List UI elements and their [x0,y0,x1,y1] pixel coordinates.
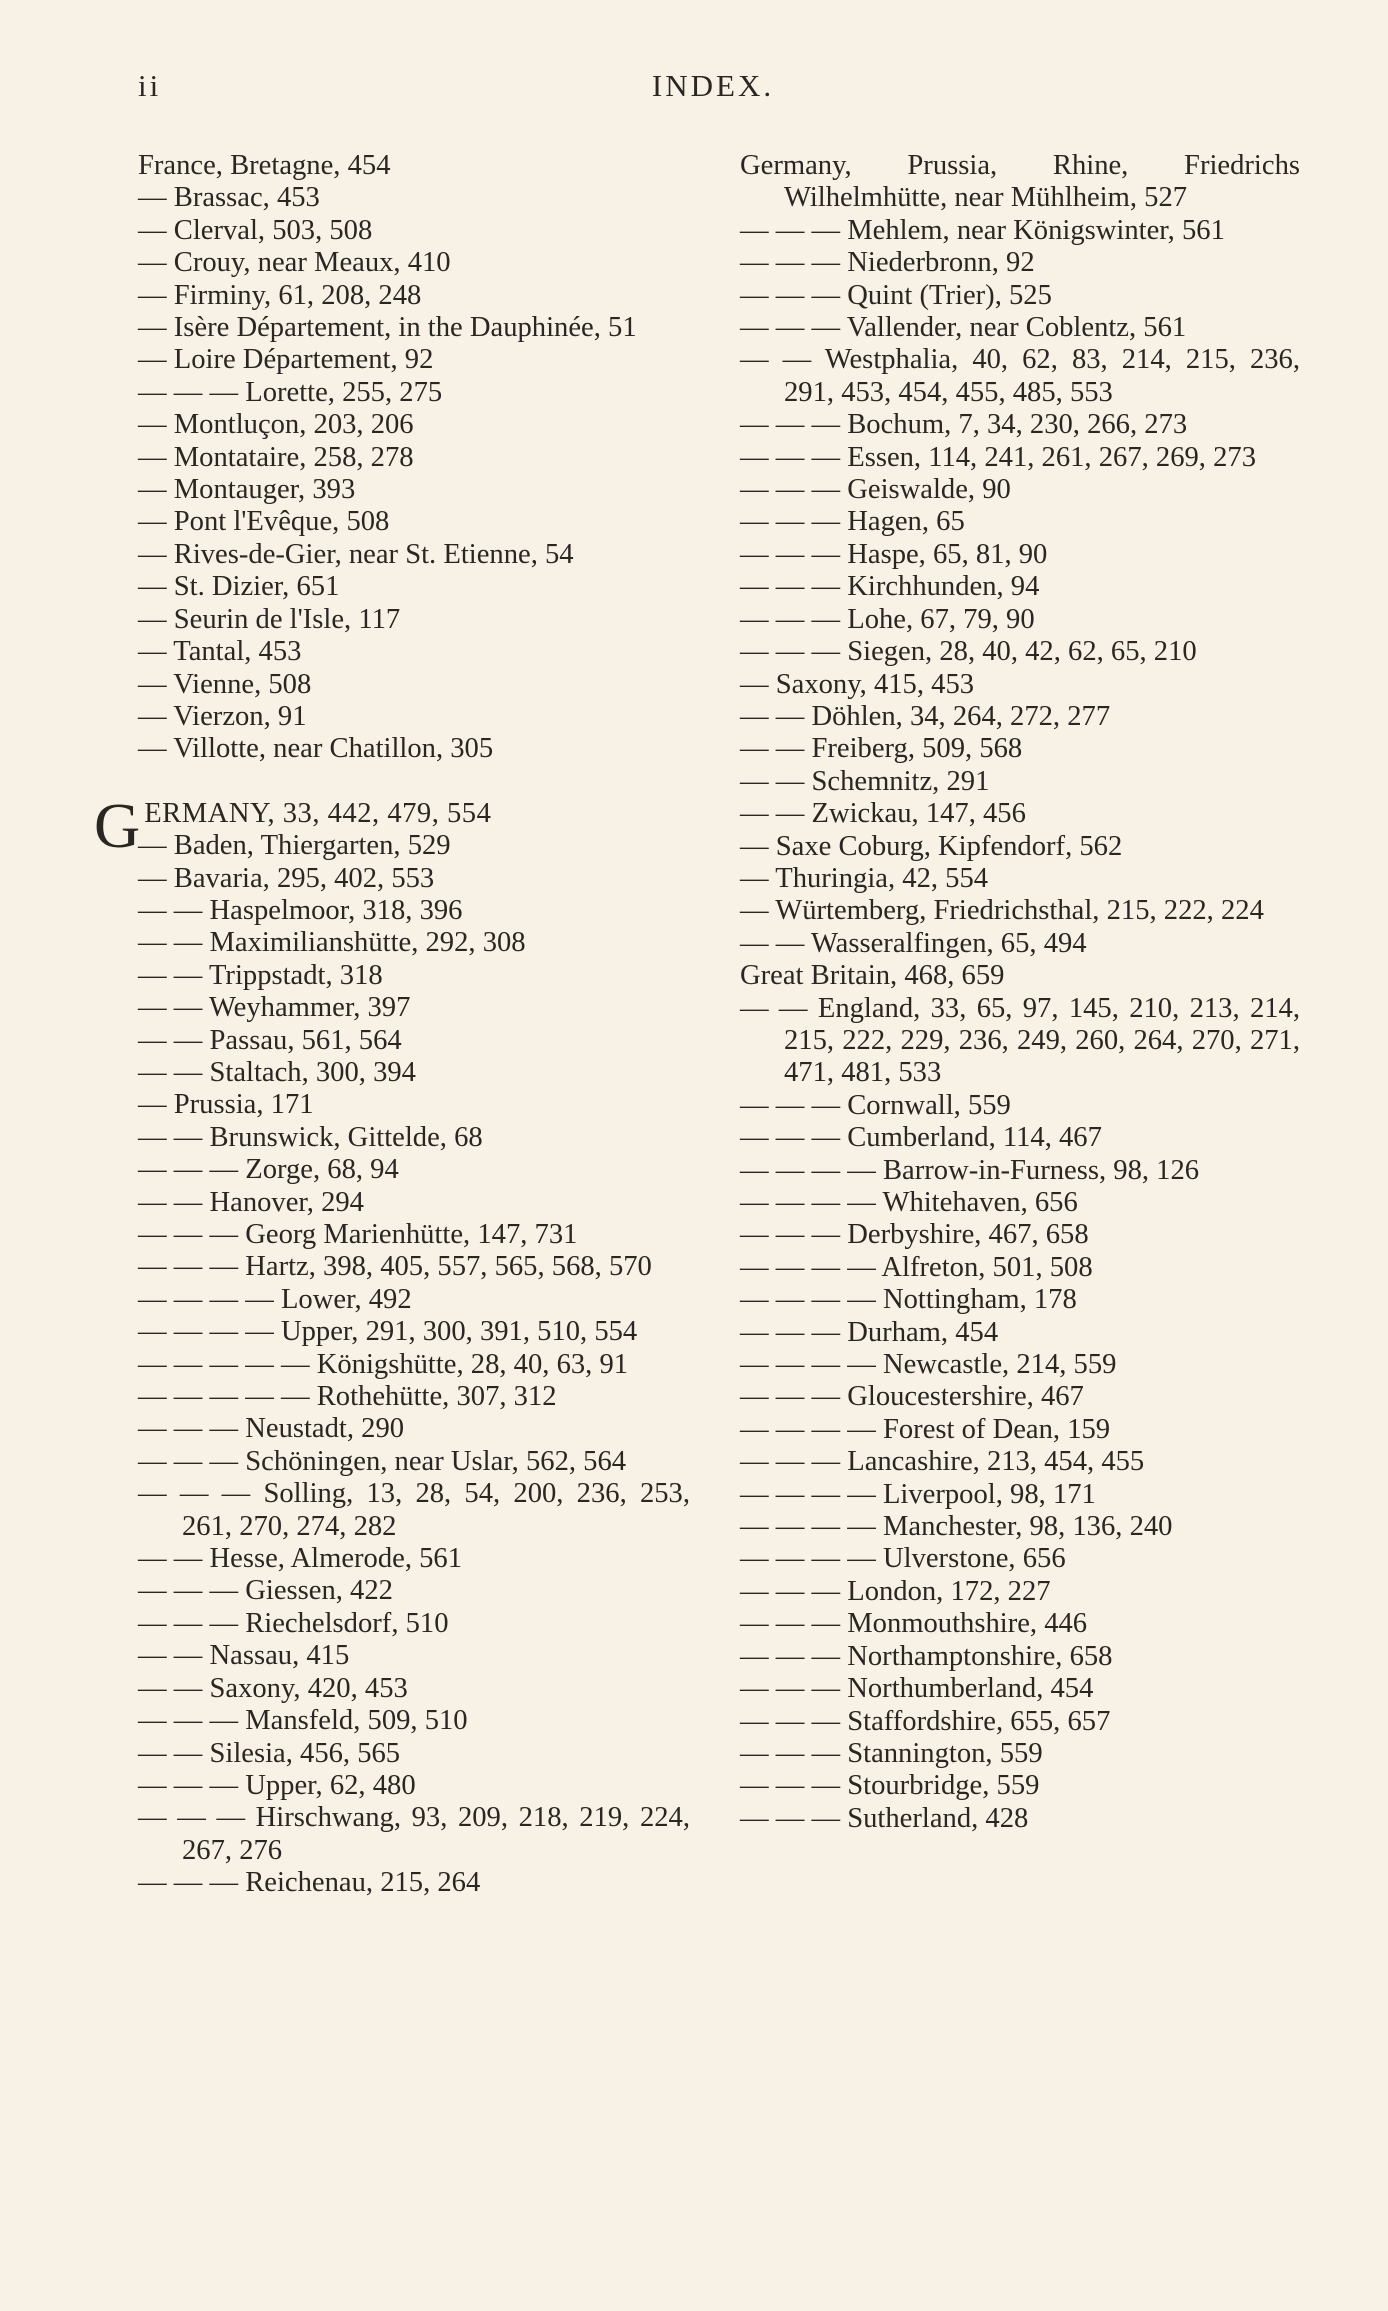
index-entry: — — Zwickau, 147, 456 [740,798,1026,830]
index-entry: — Bavaria, 295, 402, 553 [138,862,435,894]
index-entry: — — — Schöningen, near Uslar, 562, 564 [138,1445,627,1477]
index-entry: — — — Derbyshire, 467, 658 [740,1219,1089,1251]
index-entry: — — — Mehlem, near Königswinter, 561 [740,214,1225,246]
index-entry: — — Nassau, 415 [138,1640,350,1672]
index-entry: — — — Lohe, 67, 79, 90 [740,603,1035,635]
index-entry: — — — Giessen, 422 [138,1575,393,1607]
index-entry: — — Passau, 561, 564 [138,1024,402,1056]
index-entry: — — — — Whitehaven, 656 [740,1187,1078,1218]
index-entry: — St. Dizier, 651 [138,571,340,603]
index-entry: — — — Mansfeld, 509, 510 [138,1705,468,1737]
index-entry: — — — — — Königshütte, 28, 40, 63, 91 [138,1348,629,1380]
index-entry: — Thuringia, 42, 554 [740,862,989,894]
index-entry: — — — Stourbridge, 559 [740,1770,1040,1802]
index-entry: — Isère Département, in the Dauphinée, 51 [138,312,637,344]
index-entry: — — — Cumberland, 114, 467 [740,1122,1102,1154]
index-entry: — Vienne, 508 [138,668,312,700]
index-entry: — — — — Newcastle, 214, 559 [740,1349,1117,1381]
index-entry: — — Schemnitz, 291 [740,765,990,797]
index-entry: — — Maximilianshütte, 292, 308 [138,927,526,959]
right-column [740,150,1300,1835]
index-entry: — — — Hartz, 398, 405, 557, 565, 568, 570 [138,1251,652,1283]
index-entry: — — — — Nottingham, 178 [740,1284,1077,1316]
index-entry: — — — Solling, 13, 28, 54, 200, 236, 253, 261, 270, 274, 282 [138,1478,690,1542]
index-entry: — — — Durham, 454 [740,1316,999,1348]
index-entry: — — — London, 172, 227 [740,1575,1051,1607]
index-entry: — — — — Manchester, 98, 136, 240 [740,1511,1173,1543]
index-entry: — — — Essen, 114, 241, 261, 267, 269, 273 [740,441,1256,473]
index-entry: — — Weyhammer, 397 [138,992,411,1024]
index-entry: — Montataire, 258, 278 [138,441,414,473]
page-title: INDEX. [651,68,775,103]
index-entry: — — — Kirchhunden, 94 [740,571,1040,603]
index-entry: — — — — Upper, 291, 300, 391, 510, 554 [138,1316,638,1348]
index-entry: — — Haspelmoor, 318, 396 [138,894,463,926]
index-entry: — — — — Barrow-in-Furness, 98, 126 [740,1154,1200,1186]
index-entry: — Baden, Thiergarten, 529 [138,830,451,862]
index-entry: — Montluçon, 203, 206 [138,409,414,441]
index-entry: — — — — Liverpool, 98, 171 [740,1478,1096,1510]
index-entry: — — Westphalia, 40, 62, 83, 214, 215, 236, 291, 453, 454, 455, 485, 553 [740,344,1300,408]
index-entry: — — — Monmouthshire, 446 [740,1608,1088,1640]
index-entry: — Rives-de-Gier, near St. Etienne, 54 [138,538,574,570]
index-entry: — — Freiberg, 509, 568 [740,733,1023,765]
index-entry: — — England, 33, 65, 97, 145, 210, 213, 214, 215, 222, 229, 236, 249, 260, 264, 270, 271, 471, 481, 533 [740,992,1300,1089]
index-entry: — — — Hagen, 65 [740,506,965,538]
index-entry: Great Britain, 468, 659 [740,960,1005,992]
index-entry: — — Hesse, Almerode, 561 [138,1543,463,1575]
right-entries [740,150,1300,1835]
index-entry: — — — Hirschwang, 93, 209, 218, 219, 224, 267, 276 [138,1802,690,1866]
germany-entries [138,830,690,1899]
index-entry: — — — Northamptonshire, 658 [740,1640,1113,1672]
index-entry: — Brassac, 453 [138,182,320,214]
left-column [94,150,690,1900]
index-entry: — — — Neustadt, 290 [138,1413,405,1445]
index-entry: — — — Cornwall, 559 [740,1089,1011,1121]
index-entry: — — — Upper, 62, 480 [138,1769,416,1801]
index-entry: — — — — — Rothehütte, 307, 312 [138,1381,557,1413]
index-entry: — — — Gloucestershire, 467 [740,1381,1084,1413]
index-entry: — Pont l'Evêque, 508 [138,506,390,538]
index-entry: — — Staltach, 300, 394 [138,1056,416,1088]
index-entry: — Firminy, 61, 208, 248 [138,279,422,311]
index-entry: — — — Siegen, 28, 40, 42, 62, 65, 210 [740,636,1197,668]
index-entry: — — — — Ulverstone, 656 [740,1543,1066,1575]
index-entry: — — — Lorette, 255, 275 [138,376,443,408]
index-entry: — Montauger, 393 [138,474,356,506]
index-entry: — Loire Département, 92 [138,344,434,376]
index-entry: — Prussia, 171 [138,1089,314,1121]
index-entry: — Tantal, 453 [138,636,302,668]
index-entry: — — — Lancashire, 213, 454, 455 [740,1446,1145,1478]
drop-cap: G [94,789,141,861]
index-entry: — Seurin de l'Isle, 117 [138,603,401,635]
index-entry: — — — Northumberland, 454 [740,1673,1094,1705]
index-entry: — — — — Alfreton, 501, 508 [740,1251,1093,1283]
index-entry: — — — Reichenau, 215, 264 [138,1867,481,1899]
index-entry: — — — Stannington, 559 [740,1737,1043,1769]
page-number: ii [138,68,162,103]
index-entry: — Villotte, near Chatillon, 305 [138,733,494,765]
index-entry: — Vierzon, 91 [138,700,307,732]
index-entry: — Saxony, 415, 453 [740,668,975,700]
index-entry: France, Bretagne, 454 [138,150,391,181]
index-entry: — — Wasseralfingen, 65, 494 [740,927,1087,959]
index-entry: — — — Sutherland, 428 [740,1802,1029,1834]
index-entry: — — — Quint (Trier), 525 [740,279,1052,311]
index-entry: — — Brunswick, Gittelde, 68 [138,1121,483,1153]
index-entry: — Würtemberg, Friedrichsthal, 215, 222, 224 [740,895,1264,927]
france-entries [138,150,690,766]
index-entry: — — — — Forest of Dean, 159 [740,1413,1111,1445]
index-entry: — — — Georg Marienhütte, 147, 731 [138,1219,578,1250]
index-entry: — — Silesia, 456, 565 [138,1737,401,1769]
index-entry: — — — Staffordshire, 655, 657 [740,1705,1111,1737]
index-entry: — — Döhlen, 34, 264, 272, 277 [740,700,1111,732]
index-entry: — — — Geiswalde, 90 [740,474,1011,506]
index-entry: — — — Niederbronn, 92 [740,247,1035,279]
page-header [138,68,1288,108]
index-entry: — — — Haspe, 65, 81, 90 [740,538,1048,570]
index-entry: Germany, Prussia, Rhine, Friedrichs Wilhelmhütte, near Mühlheim, 527 [740,150,1300,214]
index-entry: — — — Zorge, 68, 94 [138,1154,399,1186]
index-entry: — — — Vallender, near Coblentz, 561 [740,312,1187,344]
germany-heading-text: ERMANY, 33, 442, 479, 554 [144,797,492,829]
index-entry: — — — Bochum, 7, 34, 230, 266, 273 [740,409,1188,441]
index-entry: — Clerval, 503, 508 [138,214,373,246]
index-entry: — Saxe Coburg, Kipfendorf, 562 [740,830,1123,862]
index-entry: — — Saxony, 420, 453 [138,1672,408,1704]
index-entry: — Crouy, near Meaux, 410 [138,247,451,279]
index-entry: — — Trippstadt, 318 [138,959,383,991]
index-entry: — — — Riechelsdorf, 510 [138,1607,449,1639]
index-entry: — — Hanover, 294 [138,1186,364,1218]
index-entry: — — — — Lower, 492 [138,1283,412,1315]
